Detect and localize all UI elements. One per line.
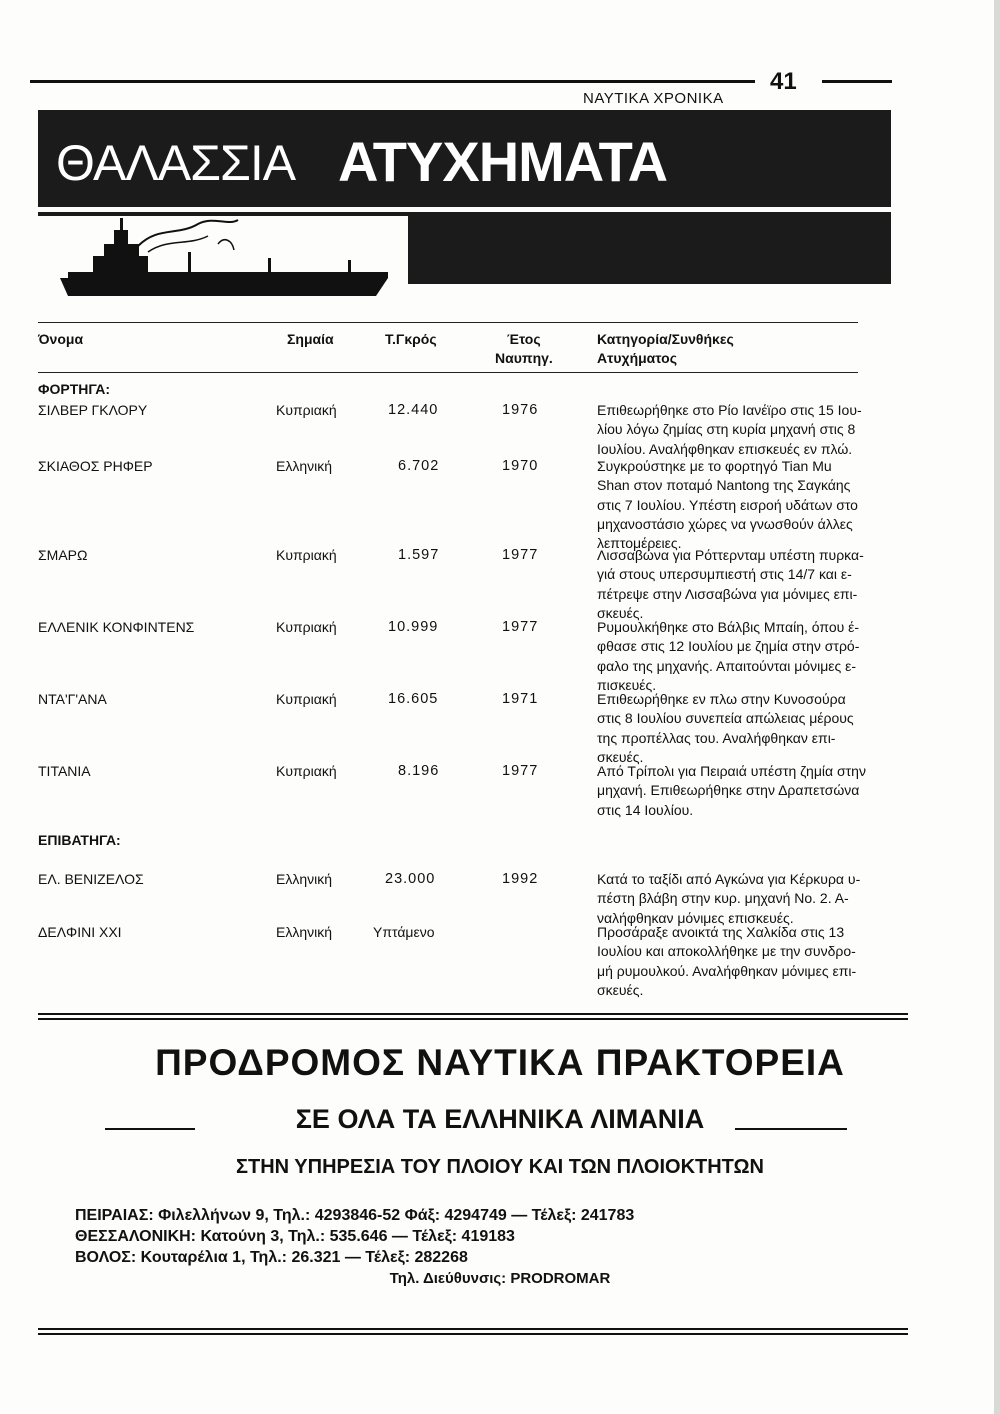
vessel-flag: Ελληνική bbox=[276, 924, 333, 940]
ad-title: ΠΡΟΔΡΟΜΟΣ ΝΑΥΤΙΚΑ ΠΡΑΚΤΟΡΕΙΑ bbox=[155, 1042, 845, 1083]
description-line: φαλο της μηχανής. Απαιτούνται μόνιμες ε- bbox=[597, 657, 857, 674]
vessel-year: 1977 bbox=[502, 763, 539, 779]
header-rule-right bbox=[822, 80, 892, 83]
ad-top-rule-2 bbox=[38, 1018, 908, 1020]
ad-telegram-address: Τηλ. Διεύθυνσις: PRODROMAR bbox=[389, 1270, 611, 1287]
page-edge bbox=[994, 0, 1000, 1414]
vessel-flag: Κυπριακή bbox=[276, 547, 337, 563]
description-line: Από Τρίπολι για Πειραιά υπέστη ζημία στην bbox=[597, 763, 866, 779]
vessel-name: ΕΛΛΕΝΙΚ ΚΟΝΦΙΝΤΕΝΣ bbox=[38, 619, 195, 635]
col-header-year: Έτος bbox=[507, 331, 541, 347]
ship-illustration bbox=[38, 216, 408, 300]
ad-service-line: ΣΤΗΝ ΥΠΗΡΕΣΙΑ ΤΟΥ ΠΛΟΙΟΥ ΚΑΙ ΤΩΝ ΠΛΟΙΟΚΤΗΤΩΝ bbox=[235, 1156, 765, 1178]
vessel-flag: Κυπριακή bbox=[276, 691, 337, 707]
ad-subtitle-rule-right bbox=[735, 1128, 847, 1130]
page-number: 41 bbox=[770, 68, 797, 95]
description-line: λίου λόγω ζημίας στη κυρία μηχανή στις 8 bbox=[597, 421, 856, 438]
section-title-cargo: ΦΟΡΤΗΓΑ: bbox=[38, 381, 111, 397]
vessel-name: ΝΤΑ'Γ'ΑΝΑ bbox=[38, 691, 107, 707]
vessel-accident-description bbox=[597, 618, 897, 695]
description-line: Επιθεωρήθηκε στο Ρίο Ιανέϊρο στις 15 Ιου- bbox=[597, 402, 862, 418]
description-line: της προπέλλας του. Αναλήφθηκαν επι- bbox=[597, 729, 836, 746]
description-line: μηχανοστάσιο χώρες να γνωσθούν άλλες bbox=[597, 515, 853, 532]
vessel-grt: 16.605 bbox=[388, 691, 439, 707]
magazine-name: ΝΑΥΤΙΚΑ ΧΡΟΝΙΚΑ bbox=[583, 90, 724, 107]
description-line: Ρυμουλκήθηκε στο Βάλβις Μπαίη, όπου έ- bbox=[597, 619, 860, 635]
description-line: πέτρεψε στην Λισσαβώνα για μόνιμες επι- bbox=[597, 585, 858, 602]
vessel-accident-description bbox=[597, 923, 897, 1000]
ad-bottom-rule-1 bbox=[38, 1328, 908, 1330]
description-line: σκευές. bbox=[597, 604, 644, 621]
description-line: λεπτομέρειες. bbox=[597, 535, 682, 552]
section-title-passenger: ΕΠΙΒΑΤΗΓΑ: bbox=[38, 832, 121, 848]
vessel-name: ΤΙΤΑΝΙΑ bbox=[38, 763, 91, 779]
table-header-rule bbox=[38, 372, 858, 373]
description-line: Προσάραξε ανοικτά της Χαλκίδα στις 13 bbox=[597, 924, 845, 940]
description-line: Συγκρούστηκε με το φορτηγό Tian Mu bbox=[597, 458, 832, 474]
col-header-category: Κατηγορία/Συνθήκες bbox=[597, 331, 734, 347]
vessel-flag: Κυπριακή bbox=[276, 402, 337, 418]
vessel-name: ΣΚΙΑΘΟΣ ΡΗΦΕΡ bbox=[38, 458, 153, 474]
vessel-accident-description bbox=[597, 690, 897, 767]
description-line: πέστη βλάβη στην κυρ. μηχανή Νο. 2. Α- bbox=[597, 890, 849, 907]
vessel-year: 1992 bbox=[502, 871, 539, 887]
vessel-year: 1977 bbox=[502, 547, 539, 563]
ad-contact-volos: ΒΟΛΟΣ: Κουταρέλια 1, Τηλ.: 26.321 — Τέλεξ: 282268 bbox=[75, 1249, 468, 1266]
vessel-name: ΕΛ. ΒΕΝΙΖΕΛΟΣ bbox=[38, 871, 144, 887]
vessel-accident-description bbox=[597, 762, 897, 820]
vessel-year: 1977 bbox=[502, 619, 539, 635]
description-line: φθασε στις 12 Ιουλίου με ζημία στην στρό- bbox=[597, 638, 860, 655]
header-rule-left bbox=[30, 80, 755, 83]
vessel-year: 1971 bbox=[502, 691, 539, 707]
vessel-grt: 23.000 bbox=[385, 871, 436, 887]
col-header-grt: Τ.Γκρός bbox=[385, 331, 437, 347]
description-line: στις 8 Ιουλίου συνεπεία απώλειας μέρους bbox=[597, 710, 854, 727]
ad-contact-thessaloniki: ΘΕΣΣΑΛΟΝΙΚΗ: Κατούνη 3, Τηλ.: 535.646 — Τέλεξ: 419183 bbox=[75, 1228, 515, 1245]
ad-bottom-rule-2 bbox=[38, 1333, 908, 1335]
vessel-accident-description bbox=[597, 457, 897, 553]
table-top-rule bbox=[38, 322, 858, 323]
vessel-flag: Κυπριακή bbox=[276, 619, 337, 635]
description-line: στις 14 Ιουλίου. bbox=[597, 801, 694, 818]
description-line: πισκευές. bbox=[597, 676, 657, 693]
vessel-flag: Κυπριακή bbox=[276, 763, 337, 779]
ad-subtitle: ΣΕ ΟΛΑ ΤΑ ΕΛΛΗΝΙΚΑ ΛΙΜΑΝΙΑ bbox=[295, 1104, 705, 1134]
description-line: γιά στους υπερσυμπιεστή στις 14/7 και ε- bbox=[597, 566, 852, 583]
col-header-year-sub: Ναυπηγ. bbox=[495, 350, 553, 366]
vessel-flag: Ελληνική bbox=[276, 871, 333, 887]
col-header-flag: Σημαία bbox=[287, 331, 334, 347]
vessel-accident-description bbox=[597, 401, 897, 459]
vessel-name: ΣΙΛΒΕΡ ΓΚΛΟΡΥ bbox=[38, 402, 148, 418]
description-line: στις 7 Ιουλίου. Υπέστη εισροή υδάτων στο bbox=[597, 496, 858, 513]
vessel-grt: 6.702 bbox=[398, 458, 440, 474]
vessel-grt: 10.999 bbox=[388, 619, 439, 635]
description-line: Ιουλίου. Αναλήφθηκαν επισκευές εν πλώ. bbox=[597, 440, 853, 457]
description-line: Shan στον ποταμό Nantong της Σαγκάης bbox=[597, 477, 851, 494]
description-line: Λισσαβώνα για Ρόττερνταμ υπέστη πυρκα- bbox=[597, 547, 864, 563]
vessel-accident-description bbox=[597, 870, 897, 928]
ad-contact-piraeus: ΠΕΙΡΑΙΑΣ: Φιλελλήνων 9, Τηλ.: 4293846-52 Φάξ: 4294749 — Τέλεξ: 241783 bbox=[75, 1207, 635, 1224]
description-line: σκευές. bbox=[597, 748, 644, 765]
col-header-category-sub: Ατυχήματος bbox=[597, 350, 677, 366]
vessel-year: 1976 bbox=[502, 402, 539, 418]
vessel-name: ΣΜΑΡΩ bbox=[38, 547, 88, 563]
vessel-flag: Ελληνική bbox=[276, 458, 333, 474]
banner-title-light: ΘΑΛΑΣΣΙΑ bbox=[56, 135, 296, 191]
description-line: μηχανή. Επιθεωρήθηκε στην Δραπετσώνα bbox=[597, 782, 860, 799]
vessel-grt: 8.196 bbox=[398, 763, 440, 779]
vessel-accident-description bbox=[597, 546, 897, 623]
description-line: ναλήφθηκαν μόνιμες επισκευές. bbox=[597, 909, 794, 926]
description-line: σκευές. bbox=[597, 981, 644, 998]
vessel-grt: 1.597 bbox=[398, 547, 440, 563]
col-header-name: Όνομα bbox=[38, 331, 84, 347]
vessel-name: ΔΕΛΦΙΝΙ XXI bbox=[38, 924, 122, 940]
banner-title-bold: ΑΤΥΧΗΜΑΤΑ bbox=[338, 130, 668, 193]
description-line: μή ρυμουλκού. Αναλήφθηκαν μόνιμες επι- bbox=[597, 962, 857, 979]
ad-top-rule-1 bbox=[38, 1013, 908, 1015]
vessel-grt: Υπτάμενο bbox=[373, 924, 435, 940]
vessel-grt: 12.440 bbox=[388, 402, 439, 418]
description-line: Επιθεωρήθηκε εν πλω στην Κυνοσούρα bbox=[597, 691, 846, 707]
description-line: Ιουλίου και αποκολλήθηκε με την συνδρο- bbox=[597, 943, 856, 960]
vessel-year: 1970 bbox=[502, 458, 539, 474]
description-line: Κατά το ταξίδι από Αγκώνα για Κέρκυρα υ- bbox=[597, 871, 861, 887]
